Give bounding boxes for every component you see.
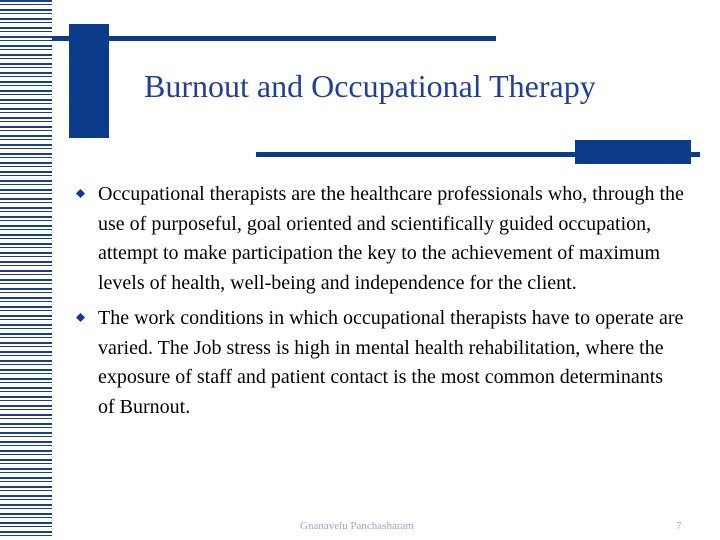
bullet-text: Occupational therapists are the healthcare professionals who, through the use of purposeful, goal oriented and scientifically guided occupation, attempt to make participation the key to the achievement of maximum levels of health, well-being and independence for the client.	[98, 183, 684, 294]
bottom-accent-block	[575, 140, 691, 164]
footer-author: Gnanavelu Panchasharam	[300, 520, 414, 532]
bullet-item	[72, 180, 684, 298]
bullet-item	[72, 304, 684, 422]
slide-number: 7	[676, 520, 682, 532]
left-stripe-pattern	[0, 0, 52, 540]
bullet-list	[72, 180, 684, 428]
title-accent-block	[69, 24, 109, 138]
diamond-bullet-icon	[76, 189, 85, 198]
diamond-bullet-icon	[76, 313, 85, 322]
bullet-text: The work conditions in which occupational therapists have to operate are varied. The Job stress is high in mental health rehabilitation, where the exposure of staff and patient contact is the most common determinants of Burnout.	[98, 307, 684, 418]
slide-title: Burnout and Occupational Therapy	[144, 68, 596, 104]
top-accent-line	[52, 36, 496, 41]
